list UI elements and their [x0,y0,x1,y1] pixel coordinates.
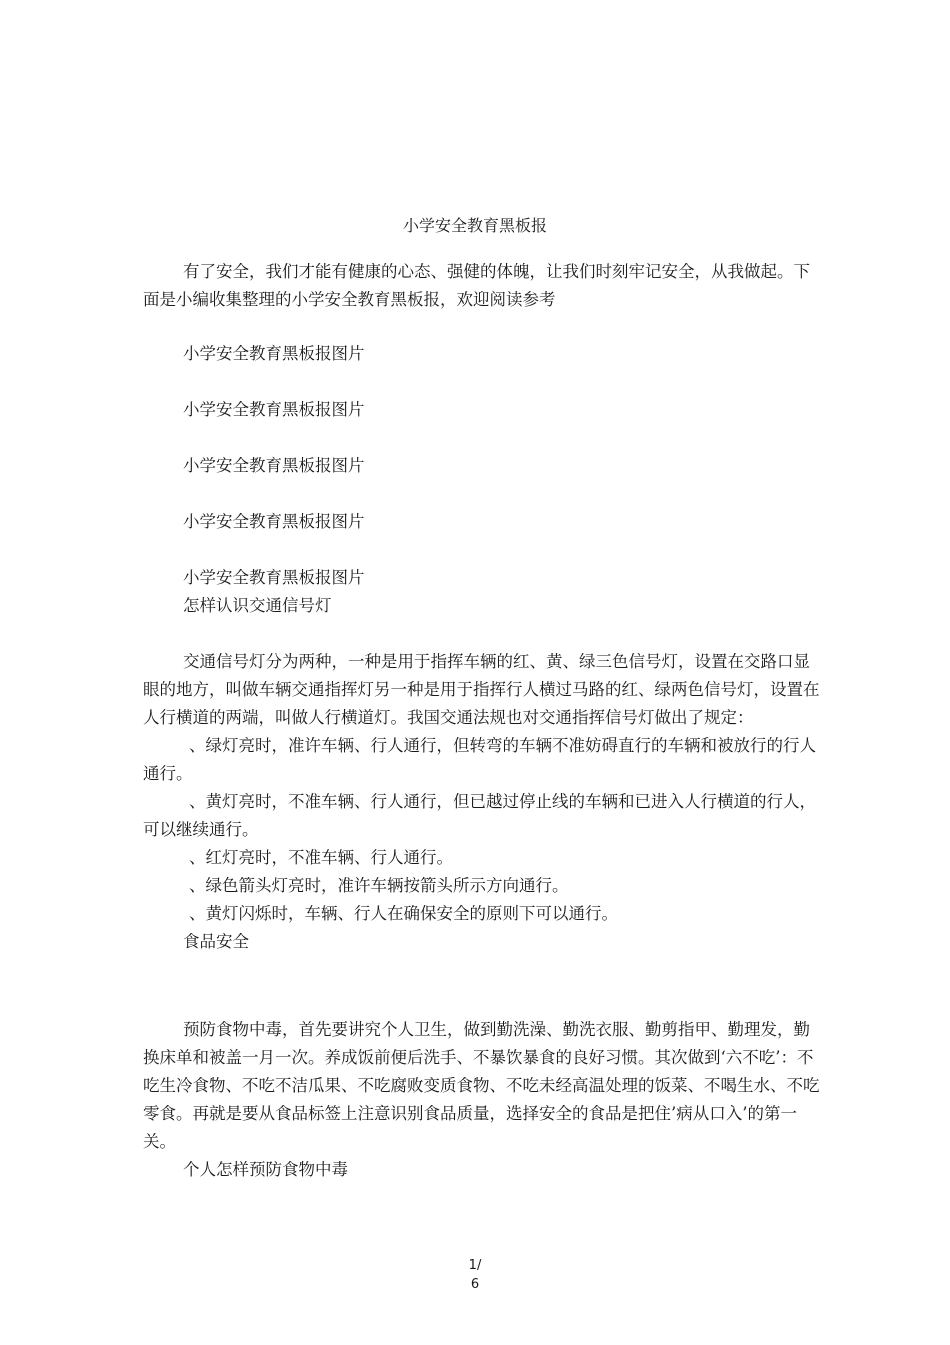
traffic-rule: 、红灯亮时，不准车辆、行人通行。 [189,848,453,867]
image-caption-3-wrap [143,452,823,480]
image-caption-2-wrap [143,396,823,424]
food-heading: 食品安全 [183,932,249,951]
traffic-rule: 、绿灯亮时，准许车辆、行人通行，但转弯的车辆不准妨碍直行的车辆和被放行的行人通行。 [143,736,816,783]
image-caption-1-wrap [143,340,823,368]
page-number-line2: 6 [470,1277,480,1292]
image-caption: 小学安全教育黑板报图片 [183,456,365,475]
image-caption: 小学安全教育黑板报图片 [183,512,365,531]
intro-paragraph: 有了安全，我们才能有健康的心态、强健的体魄，让我们时刻牢记安全，从我做起。下面是小编收集整理的小学安全教育黑板报，欢迎阅读参考 [143,262,810,309]
document-title: 小学安全教育黑板报 [402,216,547,235]
traffic-rule: 、绿色箭头灯亮时，准许车辆按箭头所示方向通行。 [189,876,569,895]
image-caption-5-wrap [143,564,823,620]
food-section [143,1016,823,1184]
page-number-line1: 1/ [468,1258,482,1273]
traffic-rule: 、黄灯闪烁时，车辆、行人在确保安全的原则下可以通行。 [189,904,618,923]
traffic-rule: 、黄灯亮时，不准车辆、行人通行，但已越过停止线的车辆和已进入人行横道的行人，可以继续通行。 [143,792,816,839]
traffic-heading: 怎样认识交通信号灯 [183,596,332,615]
food-paragraph: 预防食物中毒，首先要讲究个人卫生，做到勤洗澡、勤洗衣服、勤剪指甲、勤理发，勤换床单和被盖一月一次。养成饭前便后洗手、不暴饮暴食的良好习惯。其次做到‘六不吃’：不吃生冷食物、不吃不洁瓜果、不吃腐败变质食物、不吃未经高温处理的饭菜、不喝生水、不吃零食。再就是要从食品标签上注意识别食品质量，选择安全的食品是把住’病从口入’的第一关。 [143,1020,820,1151]
image-caption-4-wrap [143,508,823,536]
intro-section [143,258,823,314]
image-caption: 小学安全教育黑板报图片 [183,400,365,419]
food-subheading: 个人怎样预防食物中毒 [183,1160,348,1179]
image-caption: 小学安全教育黑板报图片 [183,344,365,363]
page-number [0,1256,950,1294]
traffic-section [143,648,823,956]
image-caption: 小学安全教育黑板报图片 [183,568,365,587]
traffic-paragraph: 交通信号灯分为两种，一种是用于指挥车辆的红、黄、绿三色信号灯，设置在交路口显眼的地方，叫做车辆交通指挥灯另一种是用于指挥行人横过马路的红、绿两色信号灯，设置在人行横道的两端，叫做人行横道灯。我国交通法规也对交通指挥信号灯做出了规定： [143,652,820,727]
